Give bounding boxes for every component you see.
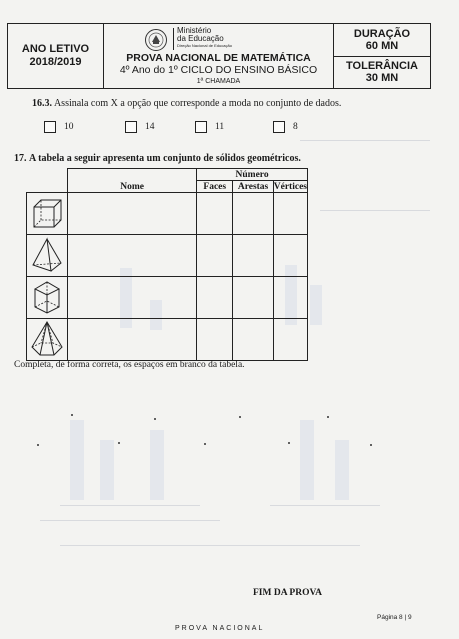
tolerance-value: 30 MN: [365, 72, 399, 85]
exam-title-cell: [104, 24, 334, 88]
ministry-name: [177, 27, 232, 49]
option-label: 14: [145, 122, 155, 132]
option-label: 8: [293, 122, 298, 132]
answer-checkbox[interactable]: [195, 121, 207, 133]
edges-cell[interactable]: [233, 277, 273, 319]
name-cell[interactable]: [68, 319, 197, 361]
vertices-cell[interactable]: [273, 235, 307, 277]
duration-block: [334, 24, 430, 56]
school-year: 2018/2019: [29, 56, 82, 68]
vertices-cell[interactable]: [273, 277, 307, 319]
solids-table: [26, 168, 308, 361]
edges-cell[interactable]: [233, 319, 273, 361]
name-header: Nome: [68, 169, 197, 193]
question-16-3: [32, 98, 341, 109]
cube-icon: [27, 193, 67, 234]
table-row: [27, 319, 308, 361]
edges-cell[interactable]: [233, 235, 273, 277]
option-c[interactable]: [195, 121, 224, 133]
vertices-cell[interactable]: [273, 319, 307, 361]
faces-cell[interactable]: [197, 193, 233, 235]
ministry-subline: Direção Nacional de Educação: [177, 43, 232, 48]
number-group-header: Número: [197, 169, 308, 181]
name-cell[interactable]: [68, 235, 197, 277]
name-cell[interactable]: [68, 193, 197, 235]
vertices-header: Vértices: [273, 181, 307, 192]
exam-call: 1ª CHAMADA: [196, 78, 241, 85]
triangular-pyramid-icon: [27, 235, 67, 276]
exam-footer-label: PROVA NACIONAL: [175, 625, 265, 632]
exam-grade: 4º Ano do 1º CICLO DO ENSINO BÁSICO: [119, 64, 318, 76]
question-number: 16.3.: [32, 98, 52, 109]
question-number: 17.: [14, 153, 27, 164]
faces-cell[interactable]: [197, 235, 233, 277]
ministry-line1: Ministério: [177, 26, 212, 35]
duration-label: DURAÇÃO: [353, 27, 411, 40]
school-year-label: ANO LETIVO: [21, 43, 90, 55]
table-row: [27, 235, 308, 277]
exam-header: [7, 23, 431, 89]
faces-cell[interactable]: [197, 319, 233, 361]
question-17: [14, 153, 301, 164]
school-year-cell: [8, 24, 104, 88]
end-of-exam: FIM DA PROVA: [253, 588, 322, 598]
option-label: 11: [215, 122, 225, 132]
answer-checkbox[interactable]: [44, 121, 56, 133]
tolerance-label: TOLERÂNCIA: [346, 60, 418, 73]
timing-cell: [334, 24, 430, 88]
faces-cell[interactable]: [197, 277, 233, 319]
tolerance-block: [334, 56, 430, 89]
option-label: 10: [64, 122, 74, 132]
pentagonal-pyramid-icon: [27, 319, 67, 360]
duration-value: 60 MN: [365, 39, 399, 52]
coat-of-arms-seal: [144, 28, 168, 52]
table-row: [27, 193, 308, 235]
question-text: Assinala com X a opção que corresponde a moda no conjunto de dados.: [53, 98, 342, 109]
faces-header: Faces: [197, 181, 233, 193]
edges-cell[interactable]: [233, 193, 273, 235]
name-cell[interactable]: [68, 277, 197, 319]
answer-checkbox[interactable]: [273, 121, 285, 133]
option-d[interactable]: [273, 121, 298, 133]
page-number: Página 8 | 9: [377, 614, 412, 621]
exam-title: PROVA NACIONAL DE MATEMÁTICA: [126, 52, 311, 64]
question-text: A tabela a seguir apresenta um conjunto de sólidos geométricos.: [29, 153, 301, 164]
vertices-cell[interactable]: [273, 193, 307, 235]
option-b[interactable]: [125, 121, 155, 133]
table-instruction: Completa, de forma correta, os espaços em branco da tabela.: [14, 360, 245, 370]
edges-header: Arestas: [233, 181, 273, 193]
option-a[interactable]: [44, 121, 74, 133]
triangular-prism-icon: [27, 277, 67, 318]
table-row: [27, 277, 308, 319]
ministry-line2: da Educação: [177, 34, 224, 43]
answer-checkbox[interactable]: [125, 121, 137, 133]
